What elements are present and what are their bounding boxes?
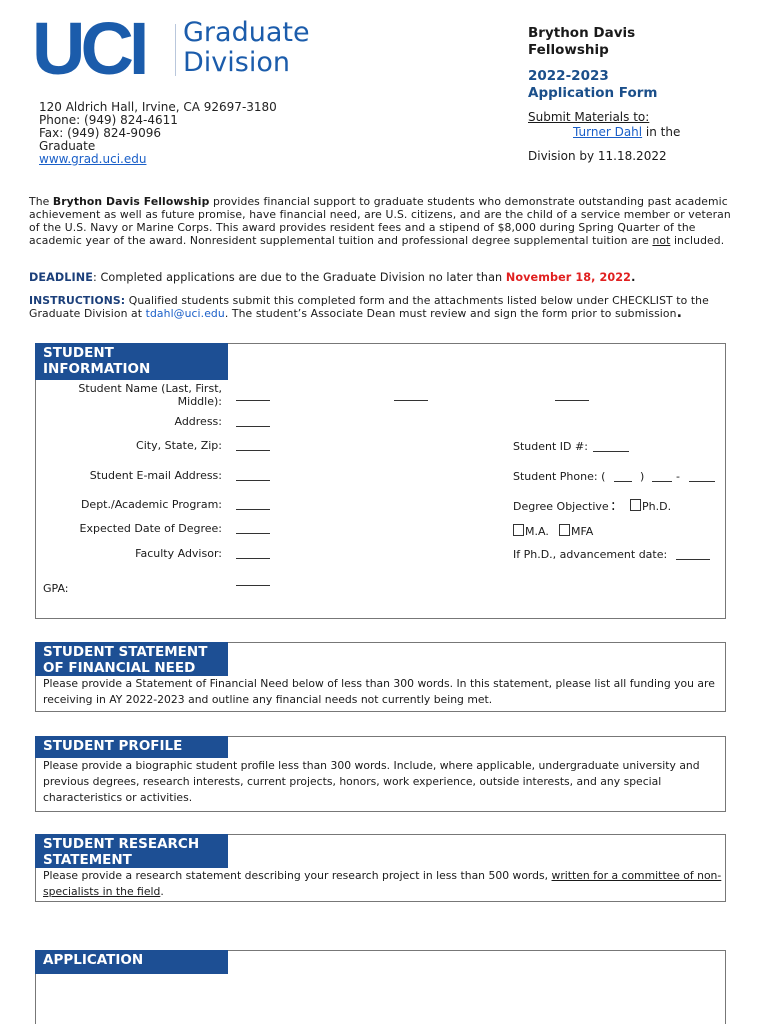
academic-year: 2022-2023 [528, 68, 609, 84]
email-link[interactable]: tdahl@uci.edu [145, 307, 225, 320]
division-deadline: Division by 11.18.2022 [528, 149, 667, 163]
phone-paren: ) [640, 470, 645, 483]
graduate-line: Graduate [39, 139, 96, 153]
advancement-date-field[interactable] [676, 559, 710, 560]
expected-degree-date-field[interactable] [236, 533, 270, 534]
last-name-field[interactable] [236, 400, 270, 401]
uci-graduate-division-logo [32, 7, 322, 90]
fellowship-name-1: Brython Davis [528, 25, 636, 41]
financial-need-instructions: Please provide a Statement of Financial Need below of less than 300 words. In this statement, please list all funding you are receiving in AY 2022-2023 and outline any financial needs not currently being met. [43, 677, 715, 706]
dept-program-label: Dept./Academic Program: [80, 498, 222, 511]
phone-line: Phone: (949) 824-4611 [39, 113, 178, 127]
deadline-date: November 18, 2022 [505, 271, 632, 284]
address-field[interactable] [236, 426, 270, 427]
first-name-field[interactable] [394, 400, 428, 401]
application-form-title: Application Form [528, 85, 658, 101]
advancement-date-label: If Ph.D., advancement date: [513, 548, 668, 561]
student-profile-heading: STUDENT PROFILE [35, 736, 228, 758]
phd-option[interactable]: Ph.D. [630, 499, 671, 513]
faculty-advisor-field[interactable] [236, 558, 270, 559]
logo-uci-text: UCI [32, 7, 145, 90]
website-link[interactable]: www.grad.uci.edu [39, 152, 147, 166]
degree-objective-label: Degree Objective : [513, 496, 616, 514]
gpa-field[interactable] [236, 585, 270, 586]
submit-label: Submit Materials to: [528, 110, 650, 124]
ma-checkbox[interactable] [513, 524, 524, 536]
student-name-label: Student Name (Last, First, Middle): [78, 382, 222, 408]
student-phone-label: Student Phone: ( [513, 470, 606, 483]
city-state-zip-label: City, State, Zip: [136, 439, 222, 452]
faculty-advisor-label: Faculty Advisor: [135, 547, 222, 560]
address-line: 120 Aldrich Hall, Irvine, CA 92697-3180 [39, 100, 277, 114]
expected-degree-date-label: Expected Date of Degree: [79, 522, 222, 535]
mfa-option[interactable]: MFA [559, 524, 593, 538]
gpa-label: GPA: [43, 582, 69, 595]
logo-separator [175, 24, 176, 76]
student-id-field[interactable] [593, 451, 629, 452]
student-email-label: Student E-mail Address: [89, 469, 222, 482]
research-underlined-text: written for a committee of non-specialists in the field [43, 869, 722, 898]
form-title-block [528, 25, 748, 164]
application-heading: APPLICATION [35, 950, 228, 974]
address-label: Address: [174, 415, 222, 428]
fellowship-bold: Brython Davis Fellowship [52, 195, 210, 208]
student-id-label: Student ID #: [513, 440, 588, 453]
phd-checkbox[interactable] [630, 499, 641, 511]
instructions-paragraph: INSTRUCTIONS: Qualified students submit this completed form and the attachments listed below under CHECKLIST to the Graduate Division at tdahl@uci.edu. The student’s Associate Dean must review and sign the form prior to submission. [29, 294, 709, 321]
mfa-checkbox[interactable] [559, 524, 570, 536]
phone-dash: - [676, 470, 680, 483]
logo-division-text [183, 18, 310, 78]
fellowship-name-2: Fellowship [528, 42, 609, 58]
contact-link[interactable]: Turner Dahl [573, 125, 643, 139]
phone-area-field[interactable] [614, 481, 632, 482]
logo-line2: Division [183, 47, 290, 78]
financial-need-heading: STUDENT STATEMENT OF FINANCIAL NEED [35, 642, 228, 676]
deadline-line: DEADLINE: Completed applications are due to the Graduate Division no later than November 18, 2022. [29, 271, 636, 284]
city-state-zip-field[interactable] [236, 450, 270, 451]
phone-prefix-field[interactable] [652, 481, 672, 482]
student-email-field[interactable] [236, 480, 270, 481]
deadline-label: DEADLINE [29, 271, 93, 284]
research-statement-heading: STUDENT RESEARCH STATEMENT [35, 834, 228, 868]
student-information-heading: STUDENT INFORMATION [35, 343, 228, 380]
research-statement-instructions: Please provide a research statement describing your research project in less than 500 words, written for a committee of non-specialists in the field. [43, 869, 722, 898]
middle-name-field[interactable] [555, 400, 589, 401]
instructions-label: INSTRUCTIONS: [29, 294, 126, 307]
phone-line-field[interactable] [689, 481, 715, 482]
logo-line1: Graduate [183, 17, 310, 48]
student-profile-instructions: Please provide a biographic student profile less than 300 words. Include, where applicable, undergraduate university and previous degrees, research interests, current projects, honors, work experience, outside interests, and any special characteristics or activities. [43, 759, 700, 804]
address-block [39, 101, 277, 166]
dept-program-field[interactable] [236, 509, 270, 510]
not-underlined: not [652, 234, 671, 247]
ma-option[interactable]: M.A. [513, 524, 549, 538]
fax-line: Fax: (949) 824-9096 [39, 126, 161, 140]
in-the-text: in the [642, 125, 681, 139]
intro-paragraph: The Brython Davis Fellowship provides financial support to graduate students who demonstrate outstanding past academic achievement as well as future promise, have financial need, are U.S. citizens, and are the child of a service member or veteran of the U.S. Navy or Marine Corps. This award provides resident fees and a stipend of $8,000 during Spring Quarter of the academic year of the award. Nonresident supplemental tuition and professional degree supplemental tuition are not included. [29, 195, 731, 247]
